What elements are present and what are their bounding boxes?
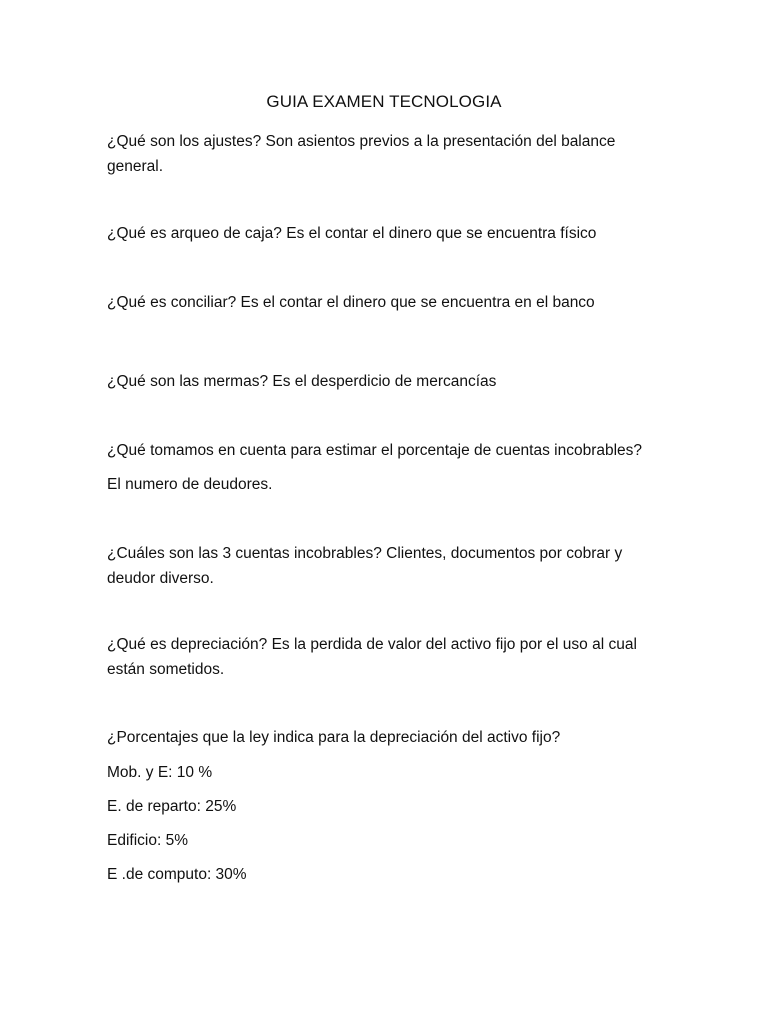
question-cuentas-incobrables-porcentaje: ¿Qué tomamos en cuenta para estimar el porcentaje de cuentas incobrables? bbox=[107, 442, 643, 459]
question-depreciacion: ¿Qué es depreciación? Es la perdida de valor del activo fijo por el uso al cual están sometidos. bbox=[107, 636, 637, 678]
question-arqueo-de-caja: ¿Qué es arqueo de caja? Es el contar el dinero que se encuentra físico bbox=[107, 225, 597, 242]
depreciation-item: E. de reparto: 25% bbox=[107, 798, 237, 815]
question-porcentajes-depreciacion: ¿Porcentajes que la ley indica para la depreciación del activo fijo? bbox=[107, 729, 561, 746]
question-mermas: ¿Qué son las mermas? Es el desperdicio de mercancías bbox=[107, 373, 497, 390]
depreciation-item: Mob. y E: 10 % bbox=[107, 764, 213, 781]
question-ajustes: ¿Qué son los ajustes? Son asientos previos a la presentación del balance general. bbox=[107, 133, 616, 175]
answer-cuentas-incobrables-porcentaje: El numero de deudores. bbox=[107, 476, 273, 493]
question-tres-cuentas-incobrables: ¿Cuáles son las 3 cuentas incobrables? Clientes, documentos por cobrar y deudor diverso. bbox=[107, 545, 623, 587]
question-conciliar: ¿Qué es conciliar? Es el contar el dinero que se encuentra en el banco bbox=[107, 294, 595, 311]
document-title: GUIA EXAMEN TECNOLOGIA bbox=[266, 92, 502, 111]
depreciation-item: E .de computo: 30% bbox=[107, 866, 247, 883]
depreciation-item: Edificio: 5% bbox=[107, 832, 188, 849]
